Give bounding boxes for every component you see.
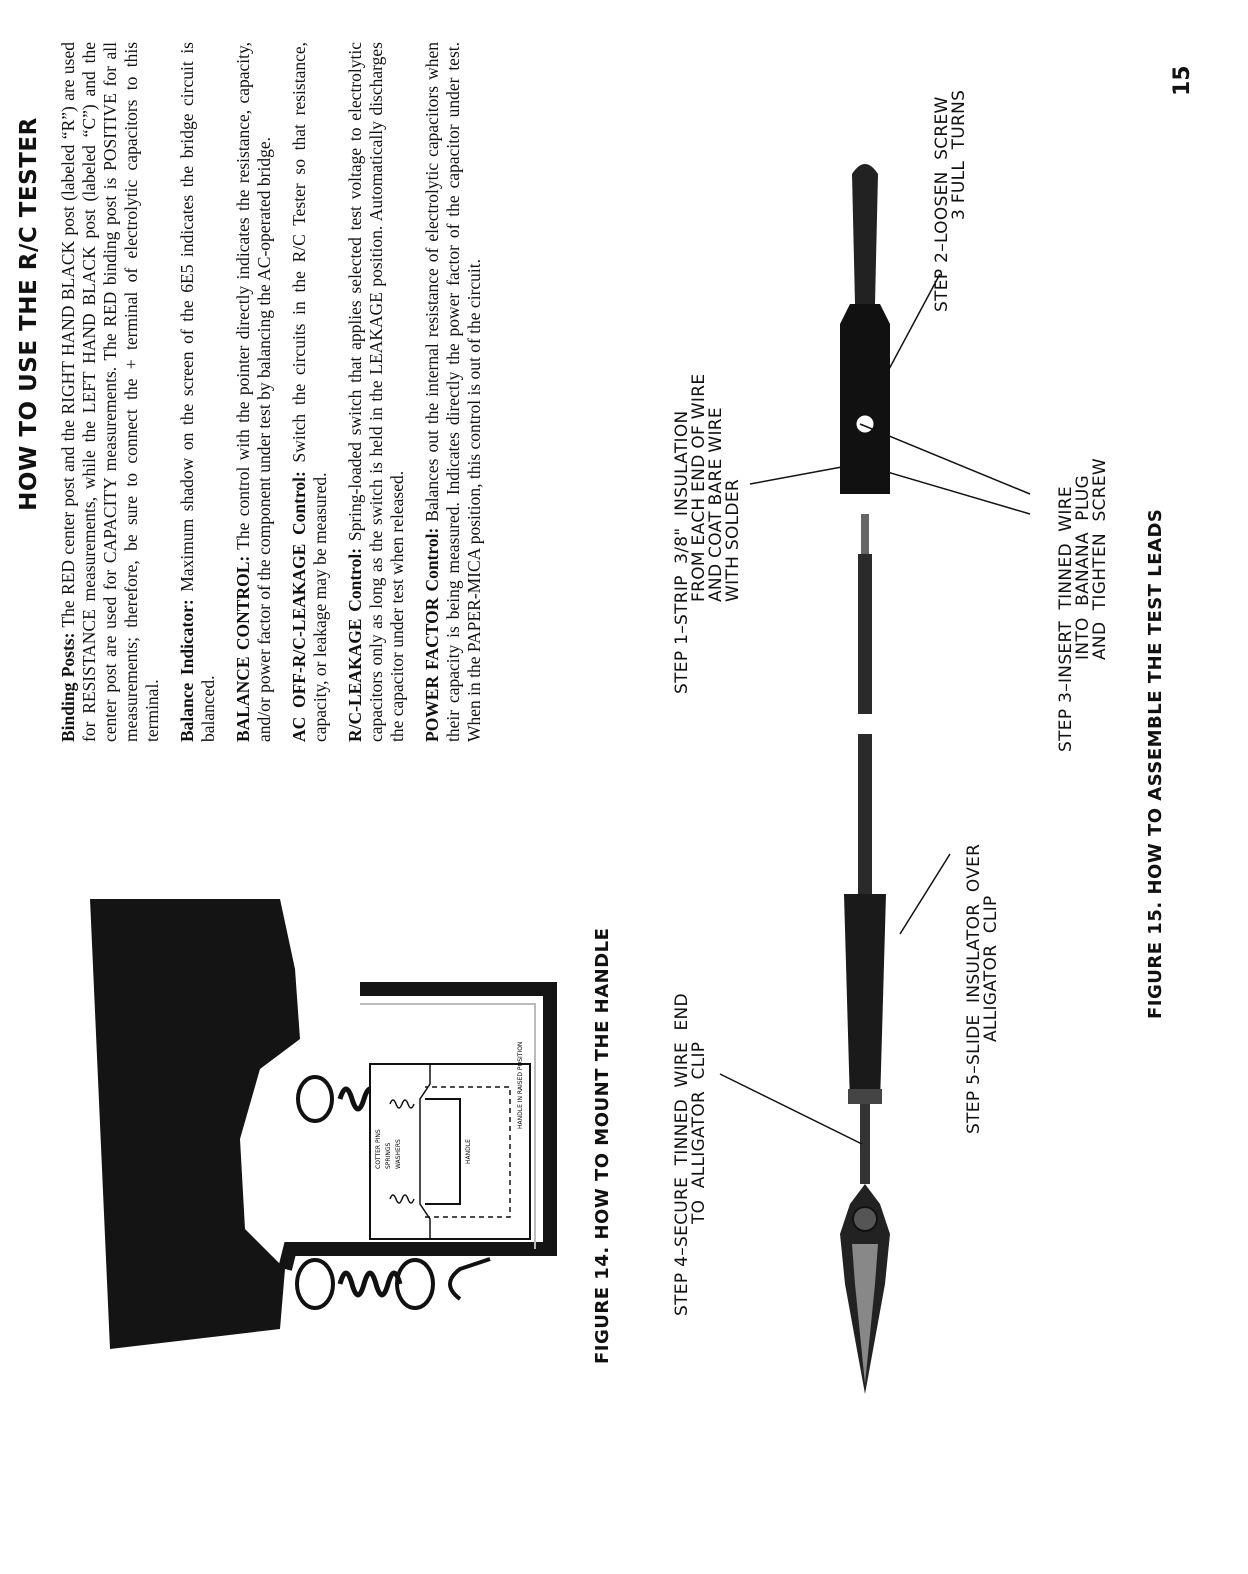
step4-label: STEP 4–SECURE TINNED WIRE END TO ALLIGATOR CLIP xyxy=(672,993,709,1316)
step1-label: STEP 1–STRIP 3/8" INSULATION FROM EACH END OF WIRE AND COAT BARE WIRE WITH SOLDER xyxy=(672,373,743,694)
leader-step3a xyxy=(860,424,1030,494)
para-rc-leakage: R/C-LEAKAGE Control: Spring-loaded switch that applies selected test voltage to electrolytic capacitors only as long as the switch is held in the LEAKAGE position. Automatically discharges the capacitor under test when released. xyxy=(345,42,407,742)
leader-step4 xyxy=(720,1074,862,1144)
inset-label-springs: SPRINGS xyxy=(385,1142,392,1169)
inset-label-washers: WASHERS xyxy=(395,1139,402,1169)
para-balance-indicator: Balance Indicator: Maximum shadow on the screen of the 6E5 indicates the bridge circuit is balanced. xyxy=(177,42,218,742)
figure15-caption: FIGURE 15. HOW TO ASSEMBLE THE TEST LEADS xyxy=(1145,508,1166,1019)
figure14-caption: FIGURE 14. HOW TO MOUNT THE HANDLE xyxy=(592,927,613,1364)
leader-step5 xyxy=(900,854,950,934)
step5-label: STEP 5–SLIDE INSULATOR OVER ALLIGATOR CLIP xyxy=(964,843,1001,1134)
para-power-factor: POWER FACTOR Control: Balances out the internal resistance of electrolytic capacitors when their capacity is being measured. Indicates directly the power factor of the capacitor under test. When in the PAPER-MICA position, this control is out of the circuit. xyxy=(422,42,484,742)
para-binding-posts: Binding Posts: The RED center post and the RIGHT HAND BLACK post (labeled “R”) are used for RESISTANCE measurements, while the LEFT HAND BLACK post (labeled “C”) and the center post are used for CAPACITY measurements. The RED binding post is POSITIVE for all measurements; therefore, be sure to connect the + terminal of electrolytic capacitors to this terminal. xyxy=(58,41,162,742)
step2-label: STEP 2–LOOSEN SCREW 3 FULL TURNS xyxy=(932,89,969,312)
step3-label: STEP 3–INSERT TINNED WIRE INTO BANANA PLUG AND TIGHTEN SCREW xyxy=(1056,458,1110,752)
inset-label-raised: HANDLE IN RAISED POSITION xyxy=(517,1041,524,1129)
inset-label-cotter-pins: COTTER PINS xyxy=(375,1129,382,1169)
para-balance-control: BALANCE CONTROL: The control with the pointer directly indicates the resistance, capacity, and/or power factor of the component under test by balancing the AC-operated bridge. xyxy=(233,42,274,742)
para-ac-off: AC OFF-R/C-LEAKAGE Control: Switch the circuits in the R/C Tester so that resistance, capacity, or leakage may be measured. xyxy=(289,42,330,742)
inset-label-handle: HANDLE xyxy=(465,1139,472,1164)
leader-step2 xyxy=(865,274,940,414)
page-number: 15 xyxy=(1170,65,1195,96)
page-title: HOW TO USE THE R/C TESTER xyxy=(16,117,42,511)
leader-step1 xyxy=(750,464,858,484)
leader-step3b xyxy=(860,464,1030,514)
